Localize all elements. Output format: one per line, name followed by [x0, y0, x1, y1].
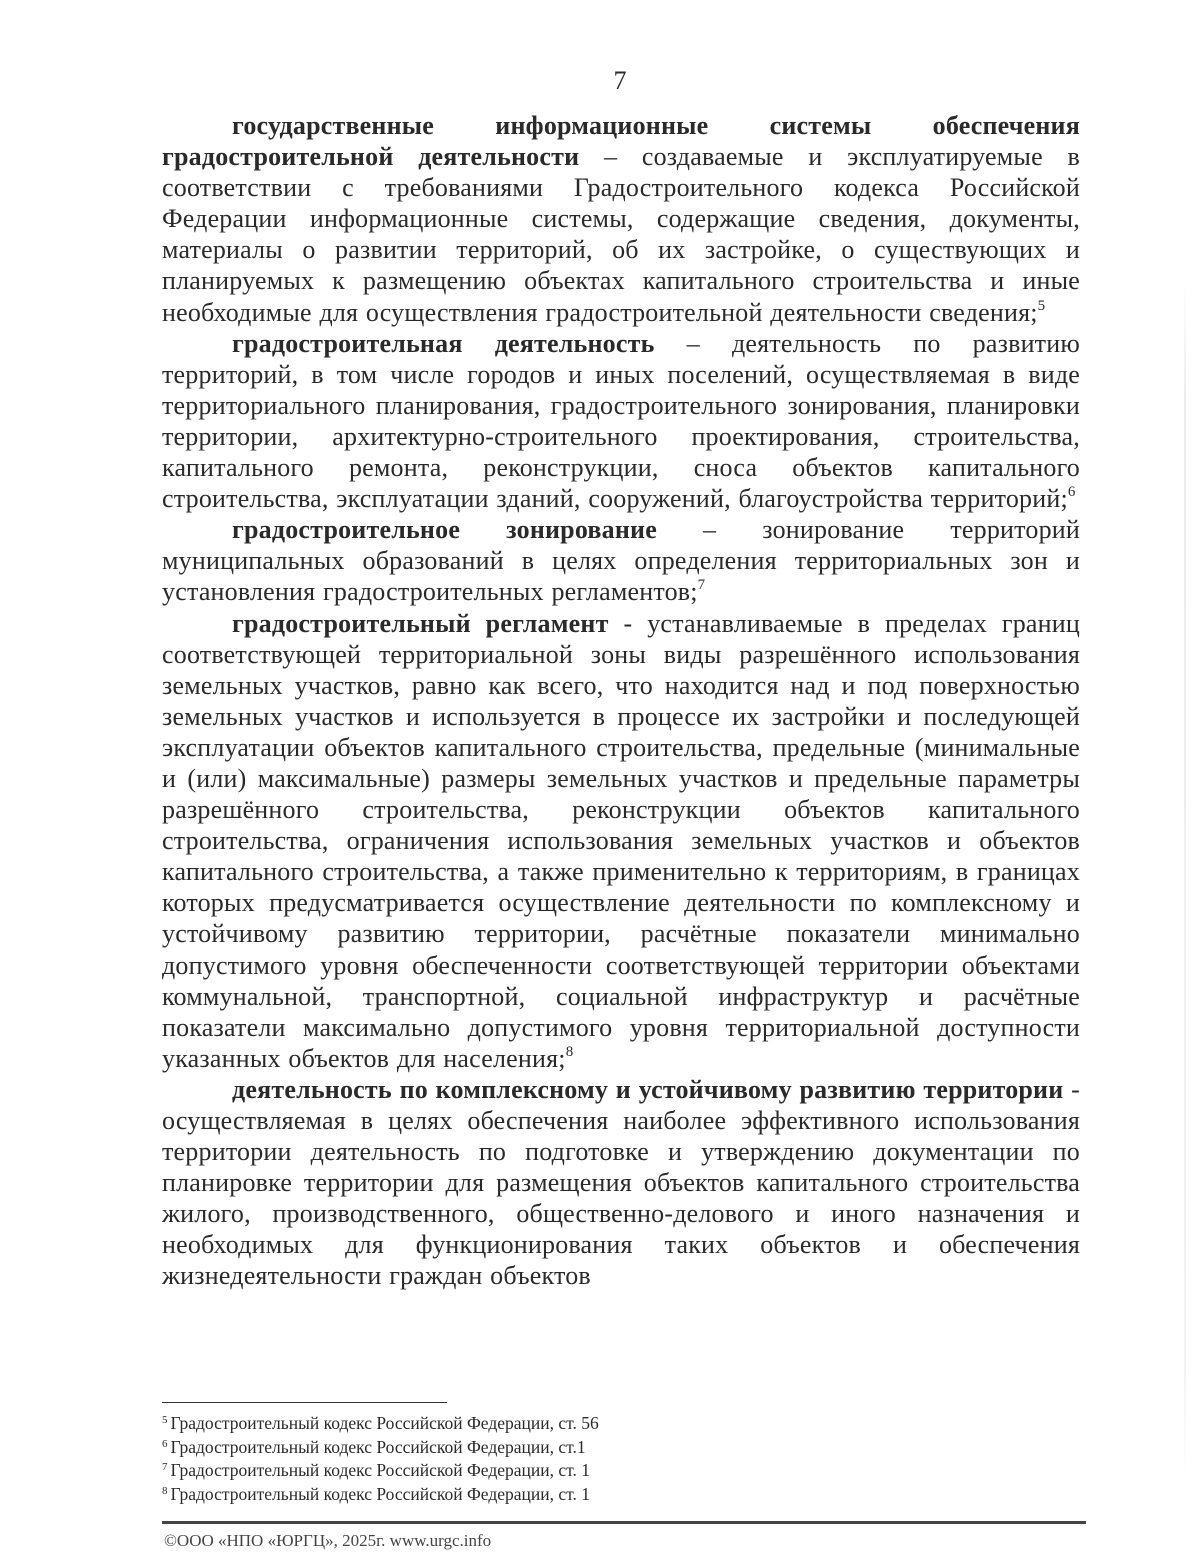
scan-edge-artifact	[1184, 280, 1186, 1480]
footer-rule	[162, 1521, 1086, 1524]
footnote-number: 6	[162, 1437, 168, 1450]
definition-paragraph	[162, 110, 1080, 328]
footnote-separator	[162, 1402, 447, 1403]
definition-text: - осуществляемая в целях обеспечения наиболее эффективного использования территории деятельность по подготовке и утверждению документации по планировке территории для размещения объектов капитального строительства жилого, производственного, общественно-делового и иного назначения и необходимых для функционирования таких объектов и обеспечения жизнедеятельности граждан объектов	[162, 1074, 1080, 1291]
definition-text: – зонирование территорий муниципальных образований в целях определения территориальных зон и установления градостроительных регламентов;	[162, 515, 1080, 607]
footnote	[162, 1436, 862, 1460]
footnote-text: Градостроительный кодекс Российской Федерации, ст. 56	[170, 1413, 599, 1433]
footnote-text: Градостроительный кодекс Российской Федерации, ст. 1	[170, 1460, 590, 1480]
defined-term: градостроительный регламент	[232, 608, 609, 638]
defined-term: государственные информационные системы обеспечения градостроительной деятельности	[162, 111, 1080, 172]
footnote-text: Градостроительный кодекс Российской Федерации, ст. 1	[170, 1483, 590, 1504]
definition-paragraph	[162, 514, 1080, 607]
footnote-reference: 6	[1067, 484, 1076, 501]
copyright-footer: ©ООО «НПО «ЮРГЦ», 2025г. www.urgc.info	[164, 1531, 492, 1550]
defined-term: градостроительное зонирование	[232, 515, 657, 545]
definition-text: – деятельность по развитию территорий, в том числе городов и иных поселений, осуществляемая в виде территориального планирования, градостроительного зонирования, планировки территории, архитектурно-строительного проектирования, строительства, капитального ремонта, реконструкции, сноса объектов капитального строительства, эксплуатации зданий, сооружений, благоустройства территорий;	[162, 328, 1080, 514]
footnote	[162, 1412, 862, 1436]
footnote-reference: 5	[1037, 297, 1046, 314]
definition-paragraph	[162, 328, 1080, 515]
footnote-number: 5	[162, 1414, 168, 1426]
footnote-number: 8	[162, 1484, 168, 1497]
footnote-reference: 8	[565, 1043, 574, 1060]
footnote-text: Градостроительный кодекс Российской Федерации, ст.1	[170, 1436, 586, 1457]
definition-text: – создаваемые и эксплуатируемые в соответствии с требованиями Градостроительного кодекса Российской Федерации информационные системы, содержащие сведения, документы, материалы о развитии территорий, об их застройке, о существующих и планируемых к размещению объектах капитального строительства и иные необходимые для осуществления градостроительной деятельности сведения;	[162, 142, 1081, 327]
footnote-number: 7	[162, 1461, 168, 1473]
definition-text: - устанавливаемые в пределах границ соответствующей территориальной зоны виды разрешённого использования земельных участков, равно как всего, что находится над и под поверхностью земельных участков и используется в процессе их застройки и последующей эксплуатации объектов капитального строительства, предельные (минимальные и (или) максимальные) размеры земельных участков и предельные параметры разрешённого строительства, реконструкции объектов капитального строительства, ограничения использования земельных участков и объектов капитального строительства, а также применительно к территориям, в границах которых предусматривается осуществление деятельности по комплексному и устойчивому развитию территории, расчётные показатели минимально допустимого уровня обеспеченности соответствующей территории объектами коммунальной, транспортной, социальной инфраструктур и расчётные показатели максимально допустимого уровня территориальной доступности указанных объектов для населения;	[162, 608, 1080, 1073]
main-text	[162, 110, 1080, 1292]
page-number: 7	[613, 66, 627, 95]
definition-paragraph	[162, 1074, 1080, 1292]
footnotes	[162, 1412, 862, 1506]
footnote-reference: 7	[697, 577, 706, 594]
defined-term: градостроительная деятельность	[232, 328, 655, 358]
definition-paragraph	[162, 608, 1080, 1074]
footnote	[162, 1459, 862, 1483]
defined-term: деятельность по комплексному и устойчивому развитию территории	[232, 1074, 1064, 1104]
footnote	[162, 1483, 862, 1507]
